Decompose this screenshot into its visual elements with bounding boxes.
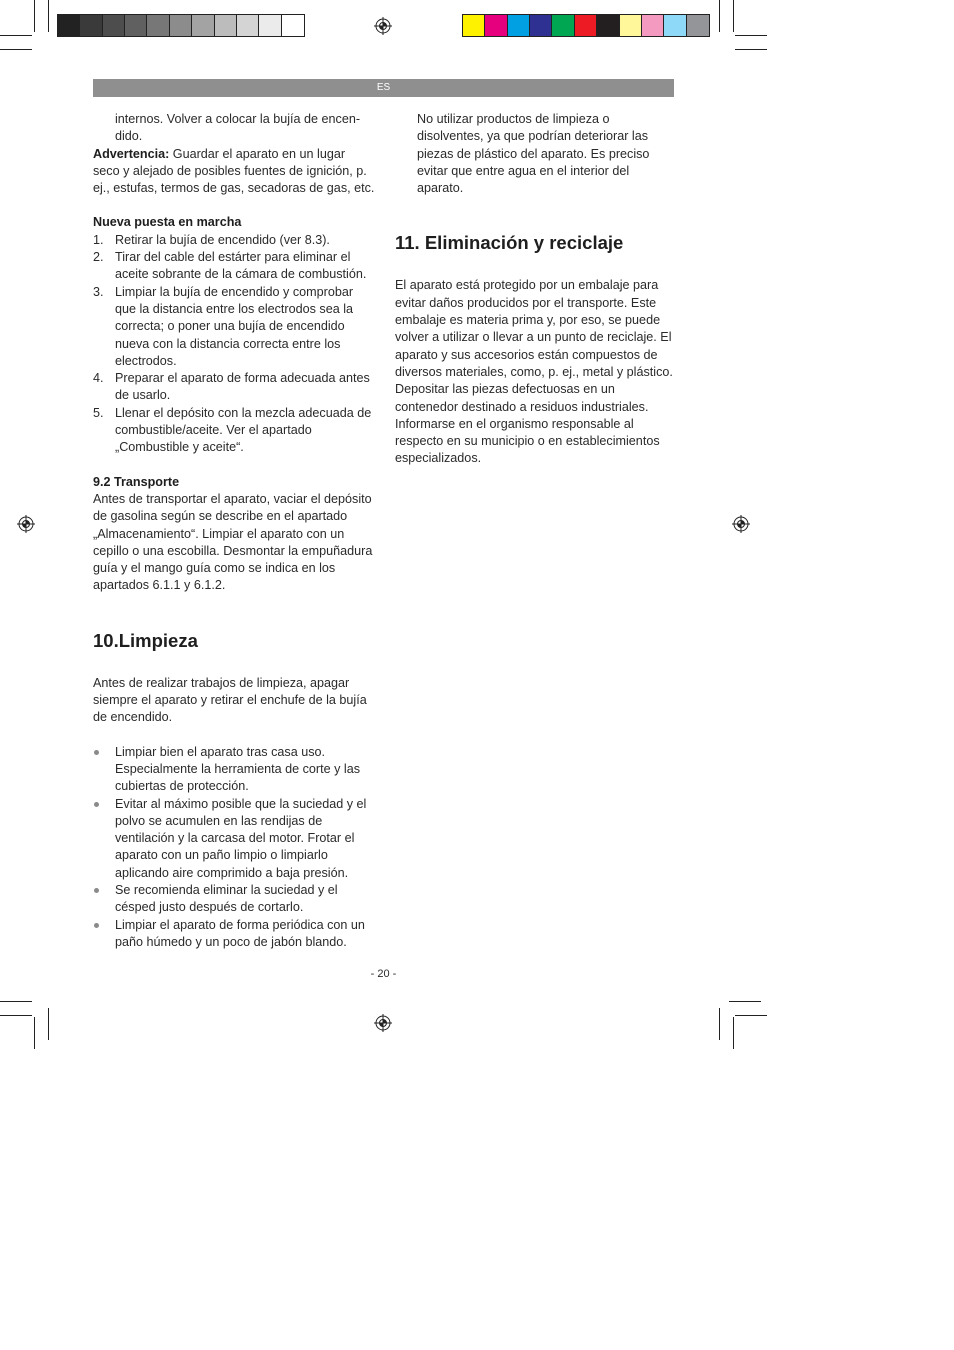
restart-heading: Nueva puesta en marcha — [93, 215, 242, 230]
list-text: Limpiar la bujía de encendido y comprobar que la distancia entre los electrodos sea la correcta; o poner una bujía de encendido nueva con la distancia correcta entre los electrodos. — [115, 284, 354, 368]
registration-mark-icon — [732, 515, 750, 533]
cleaning-intro: Antes de realizar trabajos de limpieza, apagar siempre el aparato y retirar el enchufe de la bujía de encendido. — [93, 675, 367, 725]
cleaning-heading: 10.Limpieza — [93, 629, 198, 651]
list-number: 1. — [93, 232, 104, 247]
continued-text-line: dido. — [115, 129, 143, 144]
crop-mark — [34, 0, 35, 32]
registration-mark-icon — [374, 1014, 392, 1032]
color-swatch — [215, 15, 237, 36]
crop-mark — [735, 35, 767, 36]
list-text: Limpiar bien el aparato tras casa uso. Especialmente la herramienta de corte y las cubiertas de protección. — [115, 744, 361, 794]
right-column — [395, 111, 677, 468]
color-swatch — [237, 15, 259, 36]
warning-label: Advertencia: — [93, 146, 170, 161]
list-item — [93, 370, 375, 405]
list-item — [93, 284, 375, 370]
color-swatch — [642, 15, 664, 36]
registration-mark-icon — [17, 515, 35, 533]
crop-mark — [0, 1015, 32, 1016]
transport-heading: 9.2 Transporte — [93, 474, 180, 489]
list-text: Preparar el aparato de forma adecuada antes de usarlo. — [115, 371, 370, 403]
crop-mark — [0, 1001, 32, 1002]
cleaning-list — [93, 744, 375, 952]
crop-mark — [0, 35, 32, 36]
bullet-icon — [94, 802, 99, 807]
color-swatch — [463, 15, 485, 36]
disposal-text: El aparato está protegido por un embalaje para evitar daños producidos por el transporte. Este embalaje es materia prima y, por eso, se puede volver a utilizar o llevar a un punto de reciclaje. El aparato y sus accesorios están compuestos de diversos materiales, como, p. ej., metal y plástico. Depositar las piezas defectuosas en un contenedor destinado a residuos industriales. Informarse en el organismo responsable al respecto en su municipio o en establecimientos especializados. — [395, 278, 673, 466]
list-text: Evitar al máximo posible que la suciedad y el polvo se acumulen en las rendijas de ventilación y la carcasa del motor. Frotar el aparato con un paño limpio o limpiarlo aplicando aire comprimido a baja presión. — [115, 796, 367, 880]
bullet-icon — [94, 888, 99, 893]
color-swatch — [259, 15, 281, 36]
color-swatch — [620, 15, 642, 36]
list-number: 4. — [93, 371, 104, 386]
color-swatch — [282, 15, 304, 36]
crop-mark — [34, 1017, 35, 1049]
crop-mark — [729, 1001, 761, 1002]
list-text: Tirar del cable del estárter para eliminar el aceite sobrante de la cámara de combustión. — [115, 250, 367, 282]
color-swatch — [687, 15, 709, 36]
restart-steps — [93, 232, 375, 457]
list-text: Se recomienda eliminar la suciedad y el césped justo después de cortarlo. — [115, 882, 338, 915]
crop-mark — [719, 1008, 720, 1040]
list-text: Limpiar el aparato de forma periódica con un paño húmedo y un poco de jabón blando. — [115, 917, 365, 949]
list-number: 5. — [93, 405, 104, 420]
list-number: 3. — [93, 284, 104, 299]
color-swatch — [103, 15, 125, 36]
color-swatch — [530, 15, 552, 36]
crop-mark — [733, 0, 734, 32]
color-swatch — [597, 15, 619, 36]
list-text: Llenar el depósito con la mezcla adecuada de combustible/aceite. Ver el apartado „Combustible y aceite“. — [115, 405, 372, 455]
process-color-bar — [462, 14, 710, 37]
crop-mark — [735, 49, 767, 50]
color-swatch — [485, 15, 507, 36]
continued-text-line: internos. Volver a colocar la bujía de encen- — [115, 112, 361, 126]
color-swatch — [80, 15, 102, 36]
list-item — [93, 405, 375, 457]
color-swatch — [170, 15, 192, 36]
language-bar: ES — [93, 79, 674, 97]
list-text: Retirar la bujía de encendido (ver 8.3). — [115, 232, 330, 247]
bullet-icon — [94, 923, 99, 928]
left-column — [93, 111, 375, 951]
color-swatch — [575, 15, 597, 36]
color-swatch — [664, 15, 686, 36]
gray-color-bar — [57, 14, 305, 37]
registration-mark-icon — [374, 17, 392, 35]
warning-paragraph — [93, 146, 375, 198]
crop-mark — [735, 1015, 767, 1016]
list-item — [93, 232, 375, 249]
cleaning-continued-text: No utilizar productos de limpieza o disolventes, ya que podrían deteriorar las piezas de plástico del aparato. Es preciso evitar que entre agua en el interior del aparato. — [417, 112, 650, 196]
color-swatch — [552, 15, 574, 36]
list-item — [93, 882, 375, 917]
crop-mark — [48, 1008, 49, 1040]
crop-mark — [719, 0, 720, 32]
crop-mark — [0, 49, 32, 50]
color-swatch — [508, 15, 530, 36]
color-swatch — [125, 15, 147, 36]
color-swatch — [192, 15, 214, 36]
color-swatch — [147, 15, 169, 36]
list-item — [93, 796, 375, 882]
bullet-icon — [94, 750, 99, 755]
list-item — [93, 249, 375, 284]
list-item — [93, 917, 375, 952]
crop-mark — [48, 0, 49, 32]
disposal-heading: 11. Eliminación y reciclaje — [395, 232, 624, 254]
page-number: - 20 - — [370, 968, 397, 980]
list-item — [93, 744, 375, 796]
color-swatch — [58, 15, 80, 36]
transport-text: Antes de transportar el aparato, vaciar el depósito de gasolina según se describe en el apartado „Almacenamiento“. Limpiar el aparato con un cepillo o una escobilla. Desmontar la empuñadura guía y el mango guía como se indica en los apartados 6.1.1 y 6.1.2. — [93, 491, 373, 593]
list-number: 2. — [93, 250, 104, 265]
crop-mark — [733, 1017, 734, 1049]
continued-text — [93, 111, 375, 146]
warning-text: Guardar el aparato en un lugar seco y alejado de posibles fuentes de ignición, p. ej., estufas, termos de gas, secadoras de gas, etc. — [93, 146, 375, 196]
